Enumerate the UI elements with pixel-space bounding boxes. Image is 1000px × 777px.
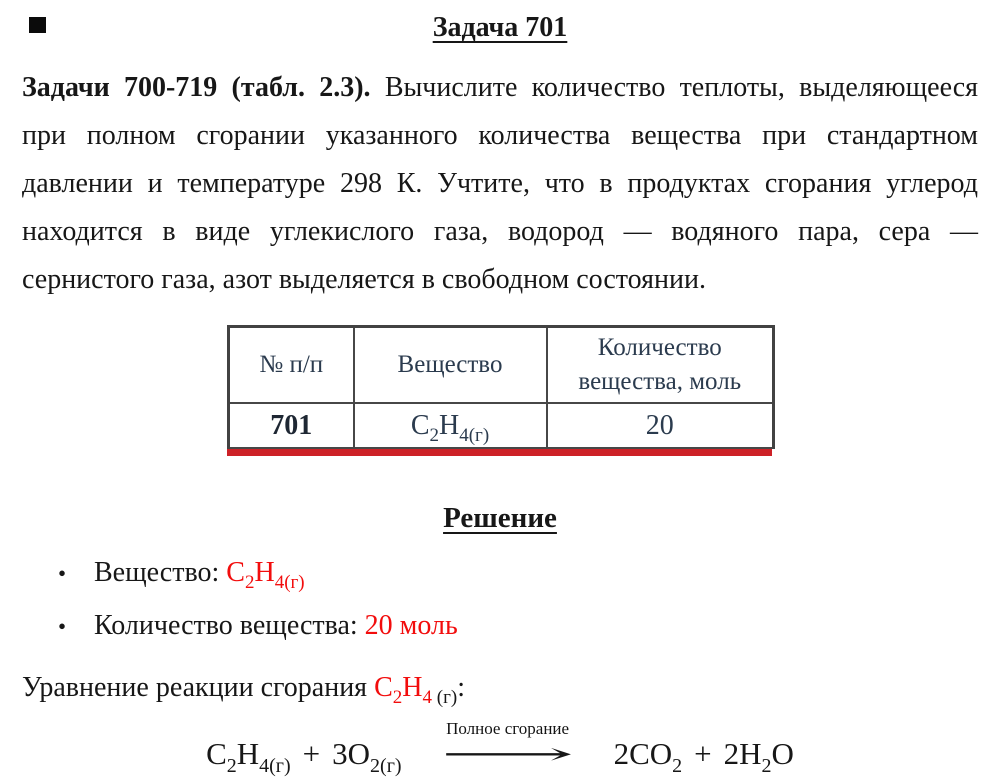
problem-line-5: сернистого газа, азот выделяется в свободном состоянии. (22, 264, 706, 295)
formula-symbol: H (439, 409, 460, 441)
problem-lead-bold: Задачи 700-719 (табл. 2.3). (22, 72, 371, 103)
problem-line-4: находится в виде углекислого газа, водород — водяного пара, сера — (22, 216, 978, 247)
bullet-icon: • (58, 561, 67, 586)
page-title-text: Задача 701 (432, 12, 568, 43)
list-item (58, 608, 1000, 645)
formula-symbol: H (236, 736, 260, 771)
formula-subscript: 2 (761, 755, 772, 777)
equation-intro (22, 671, 978, 708)
col-header-substance: Вещество (354, 327, 547, 404)
formula-symbol: H (402, 672, 423, 703)
arrow-icon: ⟶ (440, 738, 575, 771)
reaction-arrow-label: Полное сгорание (446, 719, 570, 738)
bullet1-text (94, 555, 305, 591)
bullet-icon: • (58, 614, 67, 639)
cell-substance-formula (354, 403, 547, 448)
formula-subscript: 4(г) (259, 755, 291, 777)
formula-symbol: C (410, 409, 430, 441)
table-accent-rule (227, 449, 772, 456)
bullet2-text (94, 608, 458, 644)
formula-subscript: 4(г) (459, 424, 490, 446)
formula-subscript: 2 (226, 755, 237, 777)
formula-subscript: 2 (429, 424, 439, 446)
col-header-amount: Количество вещества, моль (547, 327, 774, 404)
table-row (229, 403, 774, 448)
page-title (0, 10, 1000, 46)
problem-line-1-rest: Вычислите количество теплоты, выделяющееся (384, 72, 979, 103)
reaction-arrow (402, 719, 614, 775)
list-item (58, 555, 1000, 592)
stray-scan-mark (29, 17, 46, 33)
substance-table-wrap (227, 325, 772, 456)
formula-subscript: 4 (422, 687, 432, 708)
problem-line-1 (22, 64, 978, 112)
formula-subscript: 2 (244, 572, 255, 593)
formula-symbol: C (226, 557, 245, 588)
formula-subscript: 4(г) (274, 572, 305, 593)
formula-subscript: 2 (392, 687, 403, 708)
formula-symbol: H (254, 557, 275, 588)
formula-symbol: C (206, 736, 227, 771)
state-subscript: (г) (432, 687, 458, 708)
bullet1-label: Вещество: (94, 557, 227, 588)
formula-symbol: O (771, 736, 794, 771)
document-page (0, 10, 1000, 777)
plus-operator: + (694, 736, 712, 771)
equation-intro-formula (374, 672, 432, 708)
combustion-equation (0, 719, 1000, 777)
problem-line-3: давлении и температуре 298 К. Учтите, что в продуктах сгорания углерод (22, 168, 978, 199)
formula-subscript: 2(г) (370, 755, 402, 777)
table-header-row (229, 327, 774, 404)
problem-line-2: при полном сгорании указанного количества вещества при стандартном (22, 120, 978, 151)
formula-subscript: 2 (672, 755, 683, 777)
col-header-number: № п/п (229, 327, 354, 404)
formula-symbol: 2CO (613, 736, 673, 771)
formula-symbol: 3O (332, 736, 371, 771)
bullet2-value: 20 моль (364, 610, 458, 641)
bullet2-label: Количество вещества: (94, 610, 365, 641)
cell-row-number: 701 (229, 403, 354, 448)
problem-statement (22, 64, 978, 304)
substance-table (227, 325, 775, 449)
plus-operator: + (302, 736, 321, 771)
solution-bullets (0, 555, 1000, 645)
formula-symbol: 2H (723, 736, 762, 771)
formula-symbol: C (374, 672, 393, 703)
cell-amount: 20 (547, 403, 774, 448)
solution-heading-text: Решение (443, 502, 557, 534)
equation-intro-lead: Уравнение реакции сгорания (22, 672, 375, 703)
solution-heading (0, 502, 1000, 534)
equation-intro-colon: : (457, 672, 465, 703)
bullet1-formula (226, 557, 305, 593)
